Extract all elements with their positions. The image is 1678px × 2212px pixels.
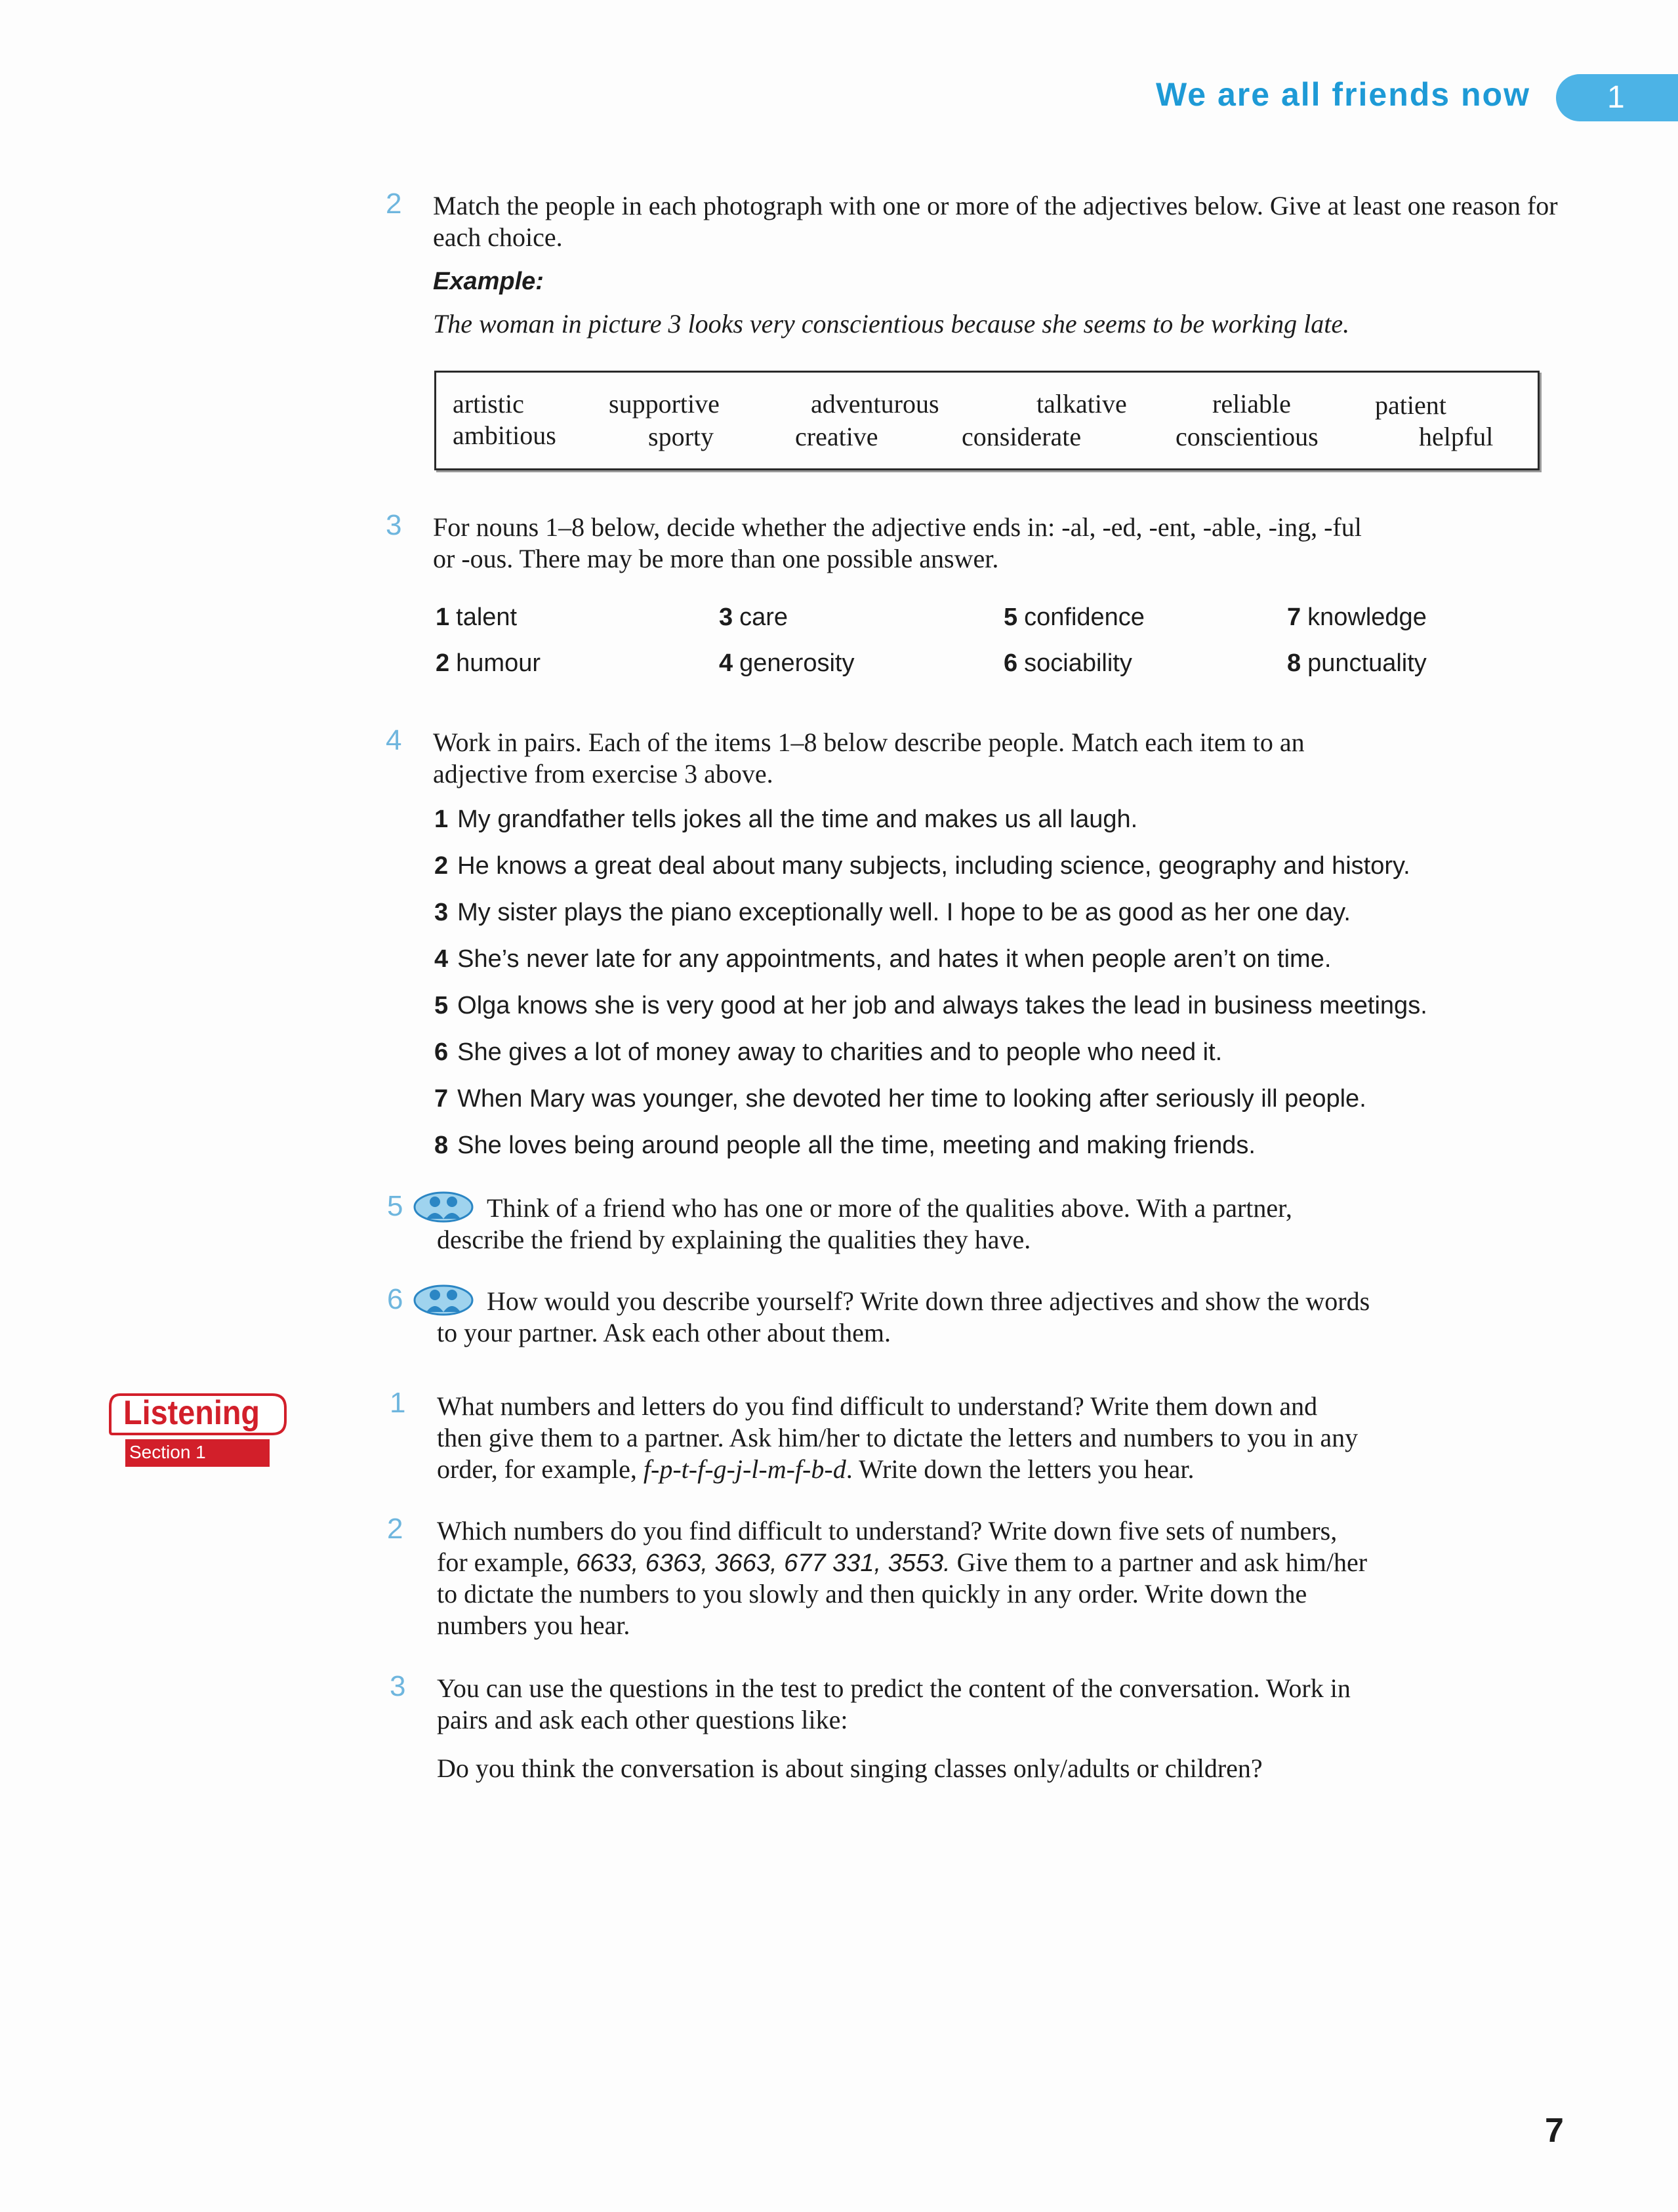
noun-item: 5 confidence [1004,604,1145,631]
exercise-3-number: 3 [386,509,402,541]
pair-work-icon [413,1190,474,1223]
exercise-5-line: describe the friend by explaining the qualities they have. [437,1225,1031,1254]
exercise-6-line: How would you describe yourself? Write down three adjectives and show the words [487,1286,1370,1316]
exercise-3-line: or -ous. There may be more than one possible answer. [433,544,999,573]
description-item: 6 She gives a lot of money away to charities and to people who need it. [434,1038,1223,1066]
adjective-word: sporty [648,422,714,451]
exercise-4-line: Work in pairs. Each of the items 1–8 below describe people. Match each item to an [433,727,1305,757]
example-label: Example: [433,268,544,295]
noun-item: 8 punctuality [1287,649,1427,677]
listening-exercise-2-number: 2 [387,1513,403,1545]
adjective-word: creative [795,422,878,451]
example-text: The woman in picture 3 looks very conscientious because she seems to be working late. [433,309,1350,338]
noun-item: 3 care [719,604,788,631]
adjective-word-box [434,371,1540,470]
listening-exercise-1-number: 1 [390,1387,406,1419]
page-number: 7 [1545,2112,1564,2150]
listening-exercise-1-line: then give them to a partner. Ask him/her to dictate the letters and numbers to you in any [437,1423,1359,1452]
description-item: 3 My sister plays the piano exceptionally well. I hope to be as good as her one day. [434,899,1351,926]
adjective-word: reliable [1212,389,1291,419]
listening-exercise-3-line: You can use the questions in the test to predict the content of the conversation. Work in [437,1673,1351,1703]
description-item: 7 When Mary was younger, she devoted her time to looking after seriously ill people. [434,1085,1366,1113]
unit-number-tab: 1 [1556,74,1678,121]
listening-exercise-2-line: numbers you hear. [437,1610,630,1640]
adjective-word: talkative [1036,389,1127,419]
description-item: 8 She loves being around people all the time, meeting and making friends. [434,1132,1256,1159]
section-label: Section 1 [129,1442,206,1462]
adjective-word: conscientious [1176,422,1319,451]
listening-exercise-3-number: 3 [390,1670,406,1702]
adjective-word: artistic [453,389,524,419]
description-item: 1 My grandfather tells jokes all the time and makes us all laugh. [434,806,1138,833]
noun-item: 1 talent [436,604,518,631]
exercise-2-instruction: Match the people in each photograph with one or more of the adjectives below. Give at least one reason for each choice. [433,191,1558,252]
listening-exercise-3-example: Do you think the conversation is about singing classes only/adults or children? [437,1753,1263,1783]
noun-item: 2 humour [436,649,541,677]
unit-title: We are all friends now [1155,76,1530,113]
exercise-3-line: For nouns 1–8 below, decide whether the adjective ends in: -al, -ed, -ent, -able, -ing, -ful [433,512,1362,542]
exercise-4-number: 4 [386,724,402,756]
adjective-word: adventurous [811,389,939,419]
adjective-word: patient [1375,390,1446,420]
adjective-word: supportive [609,389,720,419]
pair-work-icon [413,1283,474,1316]
listening-exercise-3-line: pairs and ask each other questions like: [437,1705,848,1734]
exercise-2-number: 2 [386,188,402,220]
exercise-5-number: 5 [387,1190,403,1222]
adjective-word: helpful [1419,422,1494,451]
listening-exercise-1-line: What numbers and letters do you find difficult to understand? Write them down and [437,1391,1318,1421]
adjective-word: ambitious [453,420,556,450]
exercise-4-line: adjective from exercise 3 above. [433,759,773,789]
noun-item: 4 generosity [719,649,855,677]
description-item: 4 She’s never late for any appointments, and hates it when people aren’t on time. [434,945,1332,973]
listening-exercise-2-line: to dictate the numbers to you slowly and then quickly in any order. Write down the [437,1579,1307,1608]
noun-item: 6 sociability [1004,649,1132,677]
exercise-6-line: to your partner. Ask each other about them. [437,1318,891,1347]
exercise-6-number: 6 [387,1283,403,1315]
listening-label: Listening [123,1394,260,1432]
listening-exercise-1-line: order, for example, f-p-t-f-g-j-l-m-f-b-d. Write down the letters you hear. [437,1454,1195,1484]
noun-item: 7 knowledge [1287,604,1427,631]
listening-exercise-2-line: for example, 6633, 6363, 3663, 677 331, 3553. Give them to a partner and ask him/her [437,1547,1368,1577]
exercise-5-line: Think of a friend who has one or more of the qualities above. With a partner, [487,1193,1292,1223]
listening-exercise-2-line: Which numbers do you find difficult to understand? Write down five sets of numbers, [437,1516,1338,1546]
adjective-word: considerate [962,422,1082,451]
description-item: 5 Olga knows she is very good at her job and always takes the lead in business meetings. [434,992,1427,1019]
description-item: 2 He knows a great deal about many subjects, including science, geography and history. [434,852,1410,880]
